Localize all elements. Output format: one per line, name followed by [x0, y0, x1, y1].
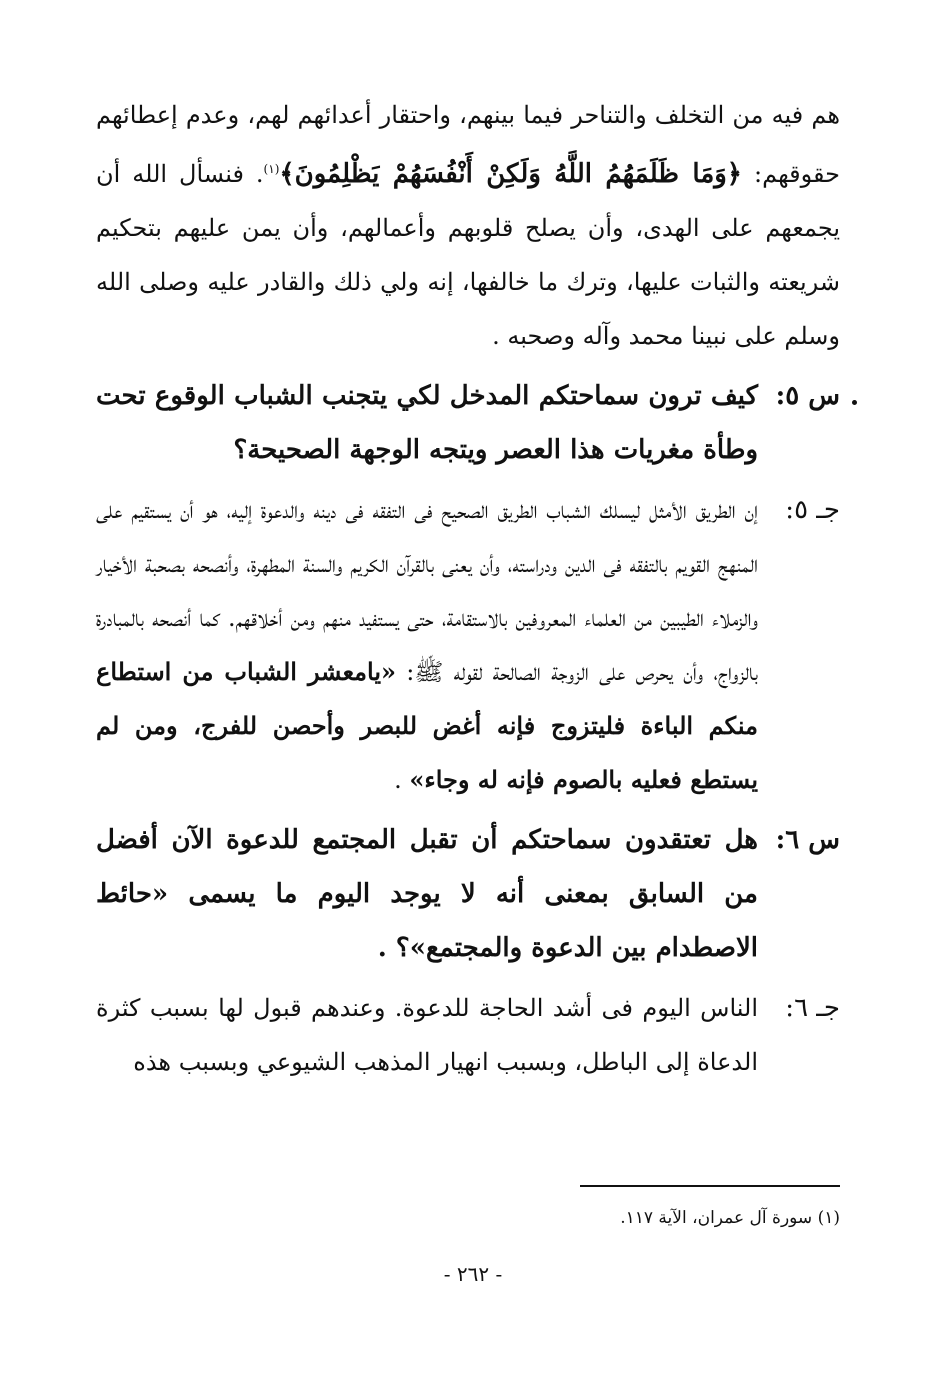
answer-5-label: جـ ٥: [785, 495, 840, 525]
answer-6-text: الناس اليوم فى أشد الحاجة للدعوة. وعندهم قبول لها بسبب كثرة الدعاة إلى الباطل، وبسبب انهيار المذهب الشيوعي وبسبب هذه [96, 994, 758, 1076]
intro-paragraph [96, 88, 840, 363]
hadith-quote: «يامعشر الشباب من استطاع منكم الباءة فليتزوج فإنه أغض للبصر وأحصن للفرج، ومن لم يستطع فعليه بالصوم فإنه له وجاء» [96, 657, 758, 794]
answer-5 [96, 483, 840, 807]
margin-dot [852, 400, 857, 405]
quran-verse: ﴿وَمَا ظَلَمَهُمُ اللَّهُ وَلَكِنْ أَنْفُسَهُمْ يَظْلِمُونَ﴾ [279, 159, 743, 189]
answer-6 [96, 981, 840, 1089]
question-5-text: كيف ترون سماحتكم المدخل لكي يتجنب الشباب الوقوع تحت وطأة مغريات هذا العصر ويتجه الوجهة الصحيحة؟ [96, 381, 758, 465]
page-number: - ٢٦٢ - [443, 1262, 503, 1286]
footnote-reference: (١) [263, 162, 280, 176]
question-6 [96, 813, 840, 975]
question-5 [96, 369, 840, 477]
footnote-separator [580, 1185, 840, 1187]
question-6-text: هل تعتقدون سماحتكم أن تقبل المجتمع للدعوة الآن أفضل من السابق بمعنى أنه لا يوجد اليوم ما يسمى «حائط الاصطدام بين الدعوة والمجتمع»؟ . [96, 825, 758, 963]
answer-5-text [96, 483, 758, 807]
footnote: (١) سورة آل عمران، الآية ١١٧. [620, 1208, 840, 1228]
page-body [96, 88, 840, 1089]
question-6-label: س ٦: [775, 825, 840, 855]
answer-6-label: جـ ٦: [785, 993, 840, 1023]
question-5-label: س ٥: [775, 381, 840, 411]
intro-text-before: هم فيه من التخلف والتناحر فيما بينهم، واحتقار أعدائهم لهم، وعدم إعطائهم حقوقهم: [96, 101, 841, 188]
answer-5-text-before: إن الطريق الأمثل ليسلك الشباب الطريق الصحيح فى التفقه فى دينه والدعوة إليه، هو أن يستقيم على المنهج القويم بالتفقه فى الدين ودراسته، وأن يعنى بالقرآن الكريم والسنة المطهرة، وأنصحه بصحبة الأخيار والزملاء الطيبين من العلماء المعروفين بالاستقامة، حتى يستفيد منهم ومن أخلاقهم. كما أنصحه بالمبادرة بالزواج، وأن يحرص على الزوجة الصالحة لقوله ﷺ: [96, 496, 759, 686]
answer-5-text-after: . [394, 766, 410, 794]
intro-text-after: . فنسأل الله أن يجمعهم على الهدى، وأن يصلح قلوبهم وأعمالهم، وأن يمن عليهم بتحكيم شريعته والثبات عليها، وترك ما خالفها، إنه ولي ذلك والقادر عليه وصلى الله وسلم على نبينا محمد وآله وصحبه . [96, 160, 840, 350]
